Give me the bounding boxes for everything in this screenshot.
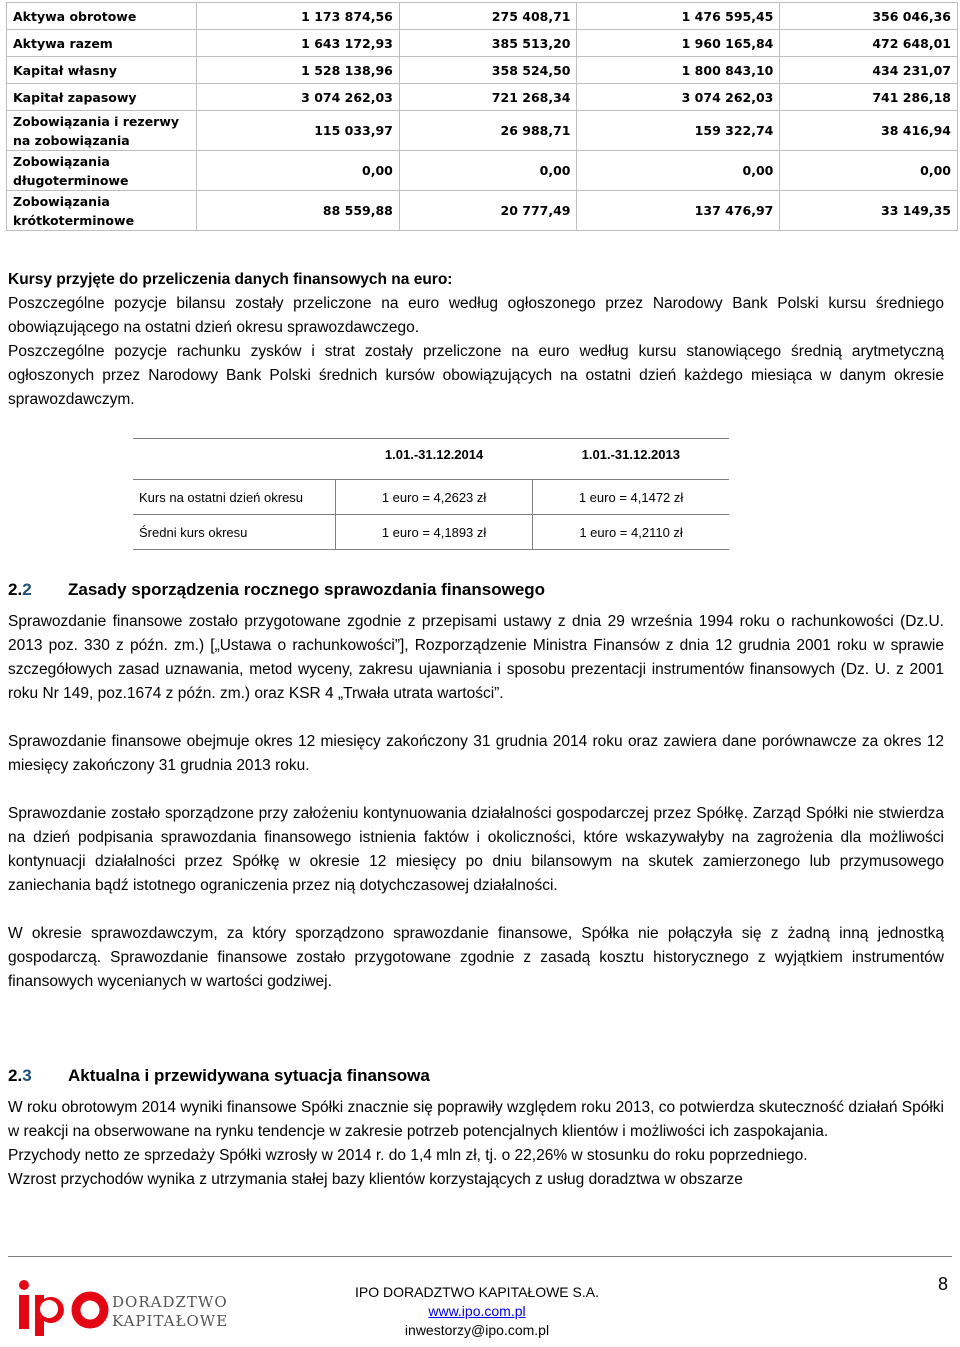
cell-value: 26 988,71	[399, 111, 577, 151]
cell-value: 159 322,74	[577, 111, 780, 151]
row-label: Aktywa obrotowe	[7, 3, 197, 30]
cell-value: 434 231,07	[780, 57, 958, 84]
cell-value: 33 149,35	[780, 191, 958, 231]
cell-value: 385 513,20	[399, 30, 577, 57]
website-link[interactable]: www.ipo.com.pl	[428, 1303, 526, 1319]
cell-value: 1 528 138,96	[197, 57, 400, 84]
section-2-2-heading: 2.2 Zasady sporządzenia rocznego sprawozdania finansowego	[8, 580, 546, 599]
rates-paragraph-1: Poszczególne pozycje bilansu zostały przeliczone na euro według ogłoszonego przez Narodowy Bank Polski kursu średniego obowiązującego na ostatni dzień okresu sprawozdawczego.	[8, 295, 944, 336]
cell-value: 1 173 874,56	[197, 3, 400, 30]
cell-value: 0,00	[577, 151, 780, 191]
paragraph: Sprawozdanie zostało sporządzone przy założeniu kontynuowania działalności gospodarczej przez Spółkę. Zarząd Spółki nie stwierdza na dzień podpisania sprawozdania finansowego istnienia faktów i okoliczności, które wskazywałyby na zagrożenia dla możliwości kontynuacji działalności przez Spółkę w okresie 12 miesięcy po dniu bilansowym na skutek zamierzonego lub przymusowego zaniechania bądź istotnego ograniczenia przez nią dotychczasowej działalności.	[8, 805, 944, 894]
rates-heading: Kursy przyjęte do przeliczenia danych finansowych na euro:	[8, 271, 453, 288]
cell-value: 721 268,34	[399, 84, 577, 111]
row-label: Zobowiązania długoterminowe	[7, 151, 197, 191]
rates-col-2013: 1.01.-31.12.2013	[533, 439, 729, 470]
cell-value: 1 476 595,45	[577, 3, 780, 30]
rate-value: 1 euro = 4,1472 zł	[533, 480, 729, 515]
rate-value: 1 euro = 4,2623 zł	[336, 480, 533, 515]
cell-value: 472 648,01	[780, 30, 958, 57]
section-2-2-body	[8, 610, 944, 994]
balance-table	[6, 2, 958, 231]
paragraph: W roku obrotowym 2014 wyniki finansowe Spółki znacznie się poprawiły względem roku 2013, co potwierdza skuteczność działań Spółki w reakcji na obserwowane na rynku tendencje w zakresie potrzeb potencjalnych klientów i możliwości ich zaspokajania.	[8, 1099, 944, 1140]
section-2-3-body	[8, 1096, 944, 1192]
cell-value: 1 960 165,84	[577, 30, 780, 57]
cell-value: 3 074 262,03	[197, 84, 400, 111]
table-row	[7, 191, 958, 231]
table-row	[7, 111, 958, 151]
cell-value: 0,00	[399, 151, 577, 191]
cell-value: 741 286,18	[780, 84, 958, 111]
table-row	[7, 84, 958, 111]
table-row	[133, 515, 729, 550]
section-2-3-heading: 2.3 Aktualna i przewidywana sytuacja finansowa	[8, 1066, 430, 1085]
cell-value: 38 416,94	[780, 111, 958, 151]
cell-value: 0,00	[197, 151, 400, 191]
table-row	[7, 151, 958, 191]
rate-value: 1 euro = 4,1893 zł	[336, 515, 533, 550]
paragraph: Sprawozdanie finansowe zostało przygotowane zgodnie z przepisami ustawy z dnia 29 września 1994 roku o rachunkowości (Dz.U. 2013 poz. 330 z późn. zm.) [„Ustawa o rachunkowości”], Rozporządzenie Ministra Finansów z dnia 12 grudnia 2001 roku w sprawie szczegółowych zasad uznawania, metod wyceny, zakresu ujawniania i sposobu prezentacji instrumentów finansowych (Dz. U. z 2001 roku Nr 149, poz.1674 z późn. zm.) oraz KSR 4 „Trwała utrata wartości”.	[8, 613, 944, 702]
cell-value: 115 033,97	[197, 111, 400, 151]
section-title: Aktualna i przewidywana sytuacja finansowa	[68, 1066, 430, 1085]
paragraph: W okresie sprawozdawczym, za który sporządzono sprawozdanie finansowe, Spółka nie połączyła się z żadną inną jednostką gospodarczą. Sprawozdanie finansowe zostało przygotowane zgodnie z zasadą kosztu historycznego z wyjątkiem instrumentów finansowych wycenianych w wartości godziwej.	[8, 925, 944, 990]
row-label: Kapitał własny	[7, 57, 197, 84]
rates-col-2014: 1.01.-31.12.2014	[336, 439, 533, 470]
cell-value: 356 046,36	[780, 3, 958, 30]
cell-value: 1 800 843,10	[577, 57, 780, 84]
exchange-rates-table	[133, 438, 729, 550]
rate-value: 1 euro = 4,2110 zł	[533, 515, 729, 550]
cell-value: 275 408,71	[399, 3, 577, 30]
table-row	[7, 57, 958, 84]
rates-intro	[8, 268, 944, 412]
table-row	[133, 480, 729, 515]
row-label: Kapitał zapasowy	[7, 84, 197, 111]
contact-email[interactable]: inwestorzy@ipo.com.pl	[404, 1322, 550, 1338]
row-label: Aktywa razem	[7, 30, 197, 57]
paragraph: Sprawozdanie finansowe obejmuje okres 12 miesięcy zakończony 31 grudnia 2014 roku oraz zawiera dane porównawcze za okres 12 miesięcy zakończony 31 grudnia 2013 roku.	[8, 733, 944, 774]
cell-value: 88 559,88	[197, 191, 400, 231]
paragraph: Przychody netto ze sprzedaży Spółki wzrosły w 2014 r. do 1,4 mln zł, tj. o 22,26% w stosunku do roku poprzedniego.	[8, 1147, 808, 1164]
footer-divider	[8, 1256, 952, 1257]
logo-wordmark: DORADZTWO KAPITAŁOWE	[112, 1293, 229, 1330]
rates-paragraph-2: Poszczególne pozycje rachunku zysków i strat zostały przeliczone na euro według kursu stanowiącego średnią arytmetyczną ogłoszonych przez Narodowy Bank Polski średnich kursów obowiązujących na ostatni dzień każdego miesiąca w danym okresie sprawozdawczym.	[8, 343, 944, 408]
cell-value: 0,00	[780, 151, 958, 191]
cell-value: 20 777,49	[399, 191, 577, 231]
company-name: IPO DORADZTWO KAPITAŁOWE S.A.	[355, 1284, 599, 1300]
table-row	[7, 30, 958, 57]
paragraph: Wzrost przychodów wynika z utrzymania stałej bazy klientów korzystających z usług doradztwa w obszarze	[8, 1171, 743, 1188]
row-label: Zobowiązania i rezerwy na zobowiązania	[7, 111, 197, 151]
cell-value: 137 476,97	[577, 191, 780, 231]
row-label: Zobowiązania krótkoterminowe	[7, 191, 197, 231]
rates-header-row	[133, 439, 729, 470]
footer-contact	[300, 1283, 654, 1340]
cell-value: 3 074 262,03	[577, 84, 780, 111]
rate-label: Kurs na ostatni dzień okresu	[133, 480, 336, 515]
rate-label: Średni kurs okresu	[133, 515, 336, 550]
cell-value: 1 643 172,93	[197, 30, 400, 57]
page-number: 8	[937, 1274, 948, 1294]
table-row	[7, 3, 958, 30]
section-title: Zasady sporządzenia rocznego sprawozdania finansowego	[68, 580, 546, 599]
cell-value: 358 524,50	[399, 57, 577, 84]
